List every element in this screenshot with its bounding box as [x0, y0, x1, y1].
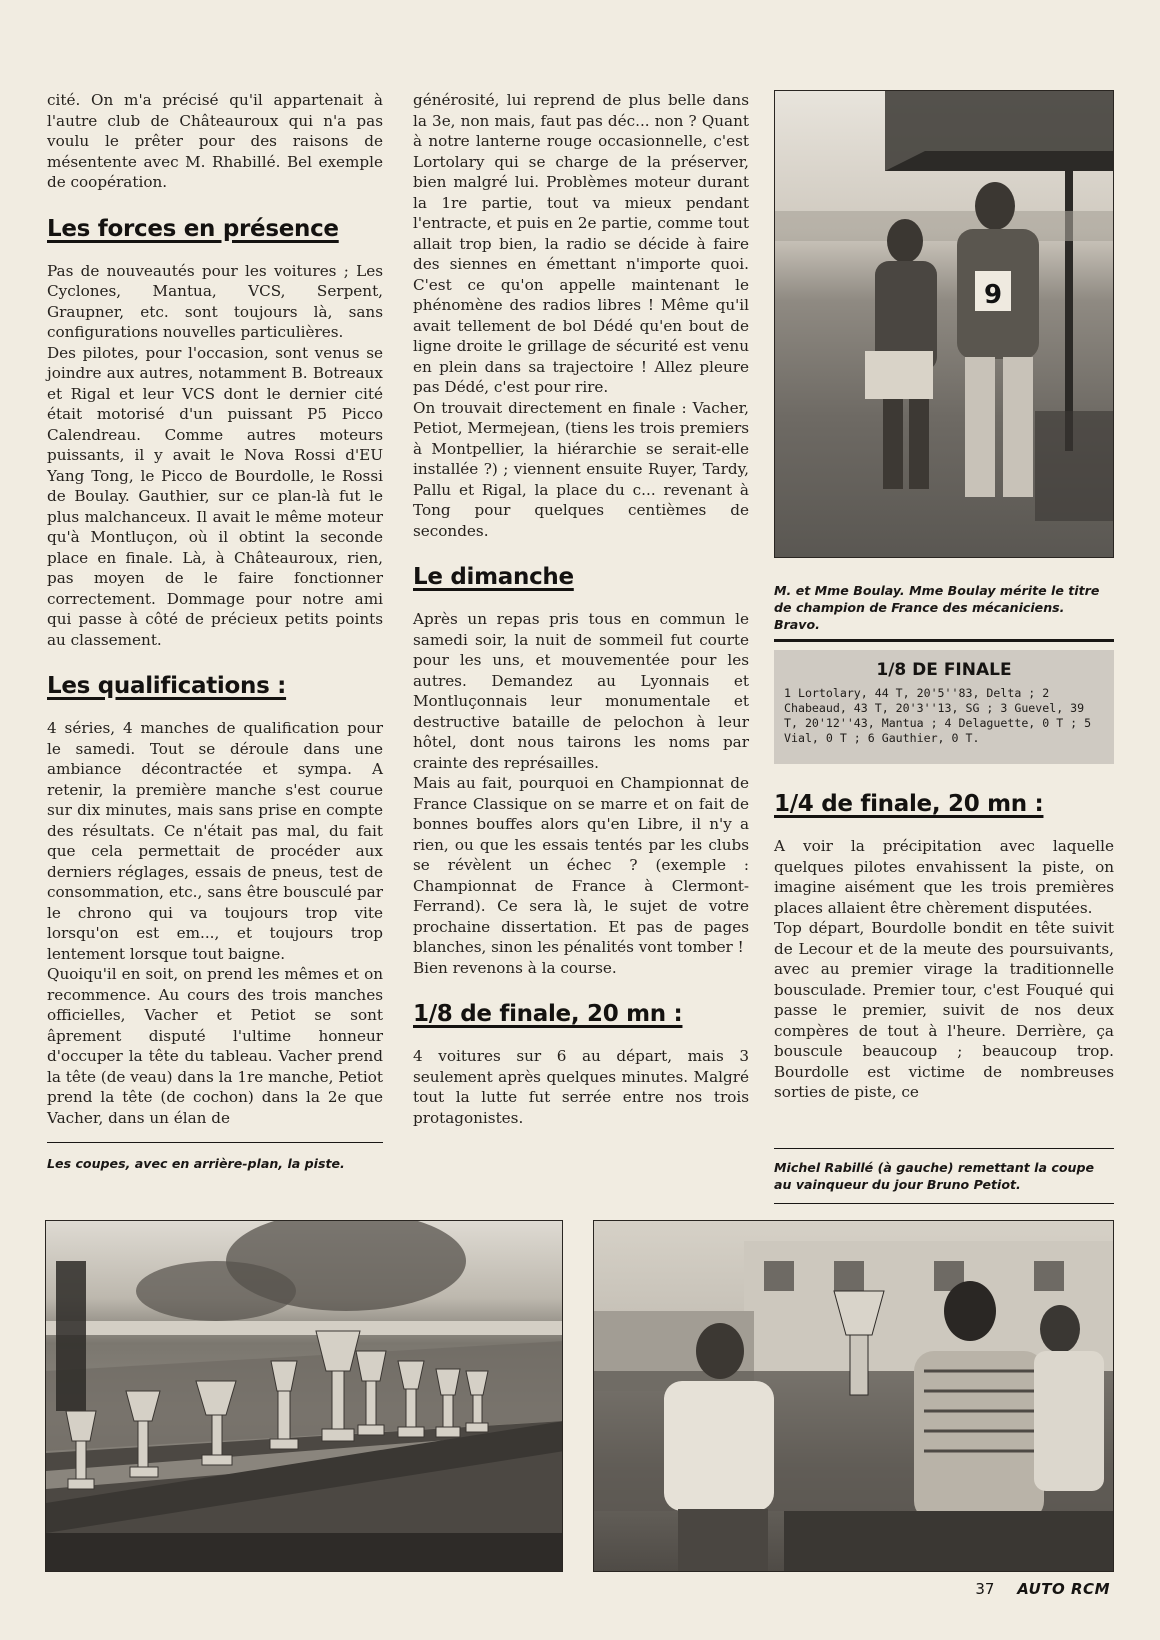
results-box-body: 1 Lortolary, 44 T, 20'5''83, Delta ; 2 Chabeaud, 43 T, 20'3''13, SG ; 3 Guevel, 39 T, 20'12''43, Mantua ; 4 Delaguette, 0 T ; 5 Vial, 0 T ; 6 Gauthier, 0 T.: [784, 686, 1092, 745]
page-number: 37: [975, 1580, 995, 1598]
column-right: [774, 778, 1114, 1103]
paragraph: Quoiqu'il en soit, on prend les mêmes et on recommence. Au cours des trois manches officielles, Vacher et Petiot se sont âprement disputé l'ultime honneur d'occuper la tête du tableau. Vacher prend la tête (de veau) dans la 1re manche, Petiot prend la tête (de cochon) dans la 2e que Vacher, dans un élan de: [47, 965, 383, 1127]
paragraph: On trouvait directement en finale : Vacher, Petiot, Mermejean, (tiens les trois premiers à Montpellier, la hiérarchie se serait-elle installée ?) ; viennent ensuite Ruyer, Tardy, Pallu et Rigal, la place du c... revenant à Tong pour quelques centièmes de secondes.: [413, 398, 749, 540]
caption-boulay: M. et Mme Boulay. Mme Boulay mérite le titre de champion de France des mécaniciens. Bravo.: [774, 583, 1100, 632]
results-box: [774, 650, 1114, 764]
paragraph: Après un repas pris tous en commun le samedi soir, la nuit de sommeil fut courte pour les uns, et mouvementée pour les autres. Demandez au Lyonnais et Montluçonnais leur monumentale et destructive bataille de pelochon à leur hôtel, dont nous tairons les noms par crainte des représailles.: [413, 610, 749, 772]
paragraph: Des pilotes, pour l'occasion, sont venus se joindre aux autres, notamment B. Botreaux et Rigal et leur VCS dont le dernier cité était motorisé d'un puissant P5 Picco Calendreau. Comme autres moteurs puissants, il y avait le Nova Rossi d'EU Yang Tong, le Picco de Bourdolle, le Rossi de Boulay. Gauthier, sur ce plan-là fut le plus malchanceux. Il avait le même moteur qu'à Montluçon, où il obtint la seconde place en finale. Là, à Châteauroux, rien, pas moyen de le faire fonctionner correctement. Dommage pour notre ami qui passe à côté de précieux petits points au classement.: [47, 343, 383, 649]
paragraph: A voir la précipitation avec laquelle quelques pilotes envahissent la piste, on imagine aisément que les trois premières places allaient être chèrement disputées.: [774, 837, 1114, 917]
heading-forces: Les forces en présence: [47, 215, 339, 242]
heading-quarter-final: 1/4 de finale, 20 mn :: [774, 791, 1044, 817]
photo-boulay-couple: [774, 90, 1114, 558]
caption-rabille: Michel Rabillé (à gauche) remettant la coupe au vainqueur du jour Bruno Petiot.: [774, 1160, 1095, 1192]
paragraph: Mais au fait, pourquoi en Championnat de France Classique on se marre et on fait de bonnes bouffes alors qu'en Libre, il n'y a rien, ou que les essais tentés par les clubs se révèlent un échec ? (exemple : Championnat de France à Clermont-Ferrand). Ce sera là, le sujet de votre prochaine dissertation. Et pas de pages blanches, sinon les pénalités vont tomber !: [413, 774, 749, 956]
results-box-title: 1/8 DE FINALE: [876, 660, 1012, 680]
paragraph: Pas de nouveautés pour les voitures ; Les Cyclones, Mantua, VCS, Serpent, Graupner, etc. sont toujours là, sans configurations nouvelles particulières.: [47, 261, 383, 341]
column-middle: [413, 90, 749, 1128]
caption-block-boulay: [774, 582, 1114, 642]
heading-qualifications: Les qualifications :: [47, 673, 287, 699]
heading-eighth-final: 1/8 de finale, 20 mn :: [413, 1001, 683, 1027]
caption-rule: [774, 639, 1114, 642]
photo-illustration: [594, 1221, 1114, 1572]
caption-block-rabille: [774, 1148, 1114, 1204]
page-footer: [975, 1580, 1110, 1598]
column-left: [47, 90, 383, 1172]
photo-trophies: [45, 1220, 563, 1572]
caption-rule: [774, 1203, 1114, 1204]
heading-dimanche: Le dimanche: [413, 564, 574, 590]
photo-trophy-handover: [593, 1220, 1114, 1572]
paragraph: générosité, lui reprend de plus belle dans la 3e, non mais, faut pas déc... non ? Quant à notre lanterne rouge occasionnelle, c'est Lortolary qui se charge de la préserver, bien malgré lui. Problèmes moteur durant la 1re partie, tout va mieux pendant l'entracte, et puis en 2e partie, comme tout allait trop bien, la radio se décide à faire des siennes en émettant n'importe quoi. C'est ce qu'on appelle maintenant le phénomène des radios libres ! Même qu'il avait tellement de bol Dédé qu'en bout de ligne droite le grillage de sécurité est venu en plein dans sa trajectoire ! Allez pleure pas Dédé, c'est pour rire.: [413, 91, 749, 396]
bib-number: 9: [983, 280, 1003, 310]
caption-rule: [774, 1148, 1114, 1149]
paragraph: Bien revenons à la course.: [413, 958, 617, 977]
photo-illustration: [775, 91, 1114, 558]
intro-paragraph: cité. On m'a précisé qu'il appartenait à l'autre club de Châteauroux qui n'a pas voulu le prêter pour des raisons de mésentente avec M. Rhabillé. Bel exemple de coopération.: [47, 91, 383, 191]
magazine-brand: AUTO RCM: [1017, 1580, 1110, 1598]
caption-trophies: Les coupes, avec en arrière-plan, la piste.: [47, 1156, 345, 1171]
paragraph: 4 séries, 4 manches de qualification pour le samedi. Tout se déroule dans une ambiance décontractée et sympa. A retenir, la première manche s'est courue sur dix minutes, mais sans prise en compte des résultats. Ce n'était pas mal, du fait que cela permettait de procéder aux derniers réglages, essais de pneus, test de consommation, etc., sans être bousculé par le chrono qui va toujours trop vite lorsqu'on est em..., et toujours trop lentement lorsque tout baigne.: [47, 719, 383, 963]
paragraph: 4 voitures sur 6 au départ, mais 3 seulement après quelques minutes. Malgré tout la lutte fut serrée entre nos trois protagonistes.: [413, 1047, 749, 1127]
photo-illustration: [46, 1221, 563, 1572]
paragraph: Top départ, Bourdolle bondit en tête suivit de Lecour et de la meute des poursuivants, avec au premier virage la traditionnelle bousculade. Premier tour, c'est Fouqué qui passe le premier, suivit de nos deux compères de tout à l'heure. Derrière, ça bouscule beaucoup ; beaucoup trop. Bourdolle est victime de nombreuses sorties de piste, ce: [774, 919, 1114, 1101]
caption-rule: [47, 1142, 383, 1143]
